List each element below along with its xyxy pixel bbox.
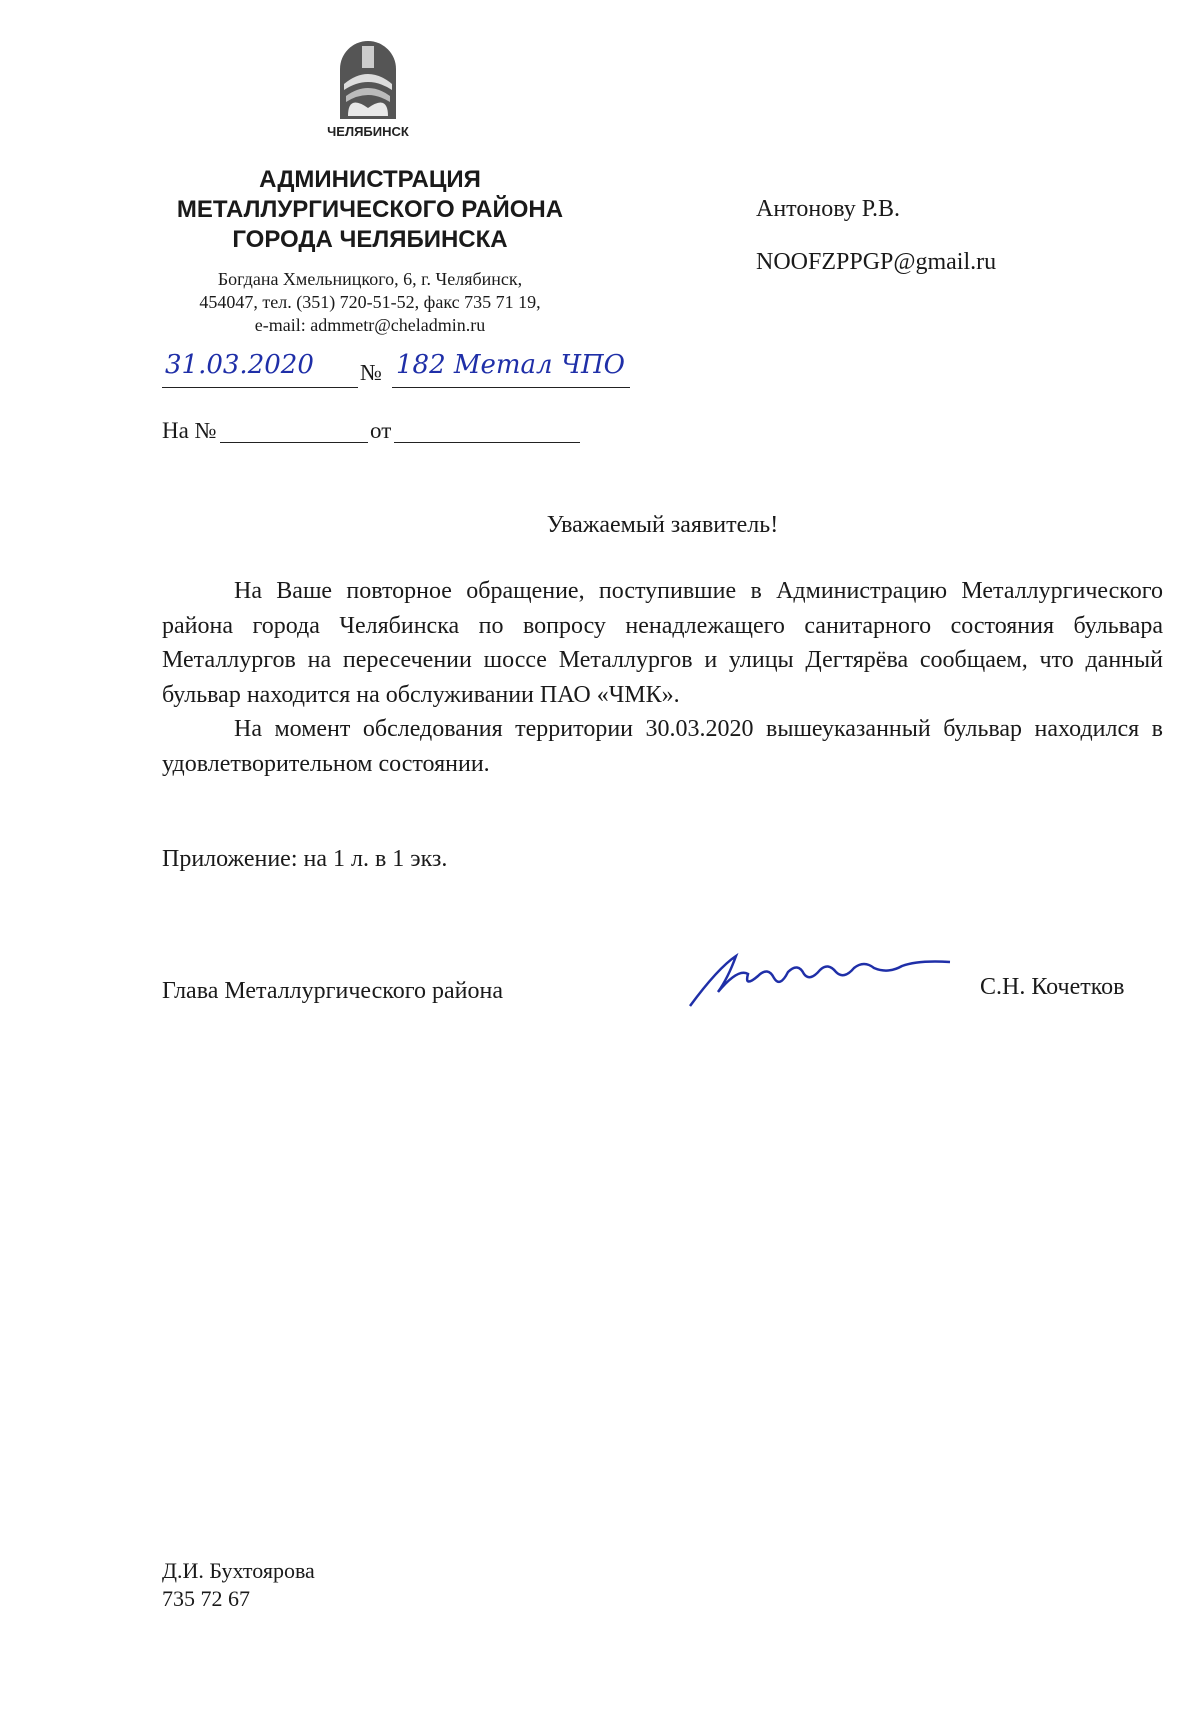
greeting: Уважаемый заявитель! xyxy=(546,512,779,538)
addressee-email: NOOFZPPGP@gmail.ru xyxy=(756,249,997,275)
ref-from-label: от xyxy=(370,418,392,443)
org-name-line: МЕТАЛЛУРГИЧЕСКОГО РАЙОНА xyxy=(176,196,564,223)
svg-text:ЧЕЛЯБИНСК: ЧЕЛЯБИНСК xyxy=(327,124,409,139)
address-line: e-mail: admmetr@cheladmin.ru xyxy=(254,315,486,335)
address-line: Богдана Хмельницкого, 6, г. Челябинск, xyxy=(217,269,523,289)
number-label: № xyxy=(360,360,382,385)
executor-name: Д.И. Бухтоярова xyxy=(162,1558,315,1583)
org-name-line: ГОРОДА ЧЕЛЯБИНСКА xyxy=(232,226,508,253)
ref-number-label: На № xyxy=(162,418,217,443)
district-emblem-logo xyxy=(318,24,418,140)
letter-body xyxy=(162,574,1163,781)
registration-date: 31.03.2020 xyxy=(165,350,314,380)
org-name-line: АДМИНИСТРАЦИЯ xyxy=(259,166,481,193)
executor-phone: 735 72 67 xyxy=(162,1586,250,1611)
handwritten-signature xyxy=(688,948,958,1010)
signatory-position: Глава Металлургического района xyxy=(162,978,503,1004)
addressee-name: Антонову Р.В. xyxy=(756,196,901,222)
body-paragraph: На момент обследования территории 30.03.2020 вышеуказанный бульвар находился в удовлетворительном состоянии. xyxy=(162,716,1163,777)
address-line: 454047, тел. (351) 720-51-52, факс 735 71 19, xyxy=(199,292,541,312)
signatory-name: С.Н. Кочетков xyxy=(980,974,1125,1000)
appendix-note: Приложение: на 1 л. в 1 экз. xyxy=(162,846,448,872)
registration-number: 182 Метал ЧПО xyxy=(396,350,625,380)
body-paragraph: На Ваше повторное обращение, поступившие в Администрацию Металлургического района города Челябинска по вопросу ненадлежащего санитарного состояния бульвара Металлургов на пересечении шоссе Металлургов и улицы Дегтярёва сообщаем, что данный бульвар находится на обслуживании ПАО «ЧМК». xyxy=(162,578,1163,708)
